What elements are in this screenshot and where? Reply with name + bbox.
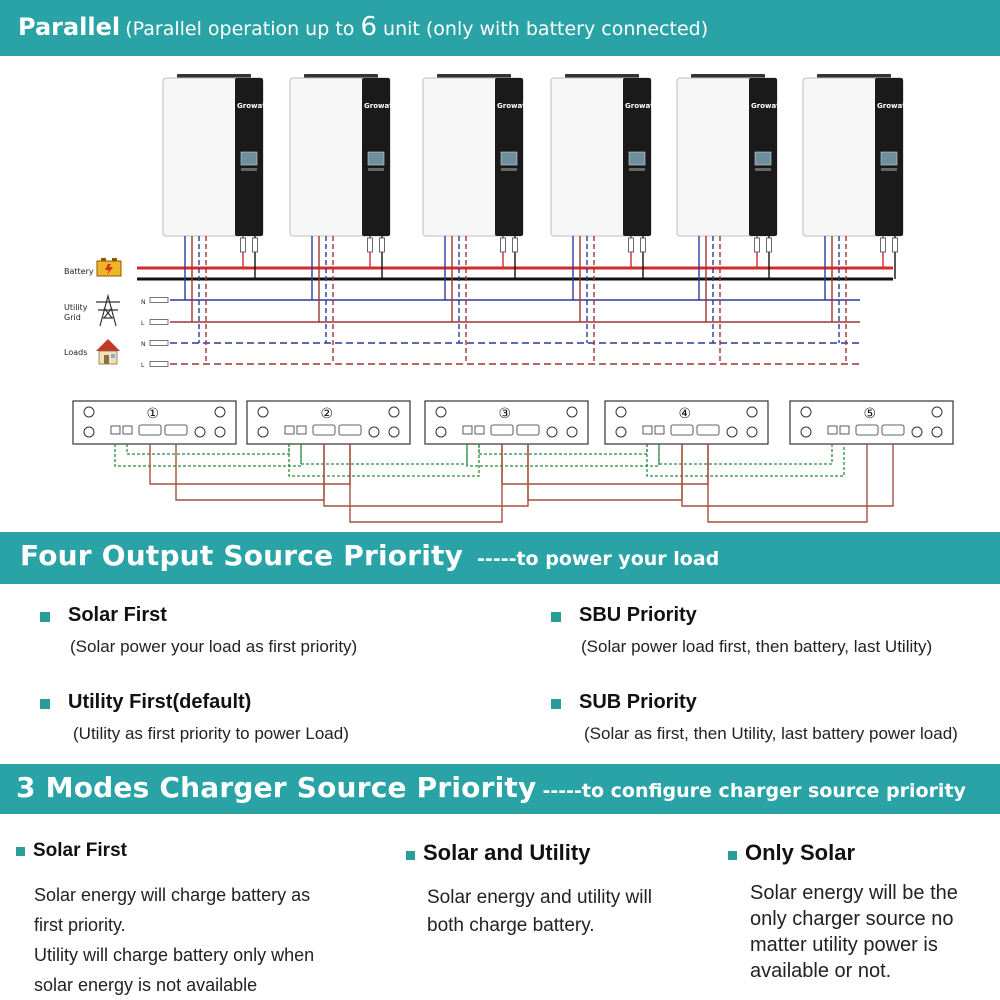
sync-port — [123, 426, 132, 434]
board-screw-hole — [567, 427, 577, 437]
sync-cable — [467, 444, 659, 466]
bullet-square-icon — [551, 699, 561, 709]
board-number: ③ — [498, 406, 512, 422]
parallel-board — [247, 401, 410, 444]
sync-port — [840, 426, 849, 434]
sync-cable — [659, 444, 832, 464]
board-screw-hole — [215, 427, 225, 437]
battery-fuse — [641, 238, 646, 252]
bullet-square-icon — [551, 612, 561, 622]
output-item-title: Utility First(default) — [68, 691, 252, 713]
terminal-block — [150, 341, 168, 346]
charger-desc-line: Solar energy and utility will — [427, 887, 652, 908]
inverter-brand-label: Growatt — [237, 102, 269, 110]
terminal-block — [150, 298, 168, 303]
sync-cable — [127, 444, 289, 454]
charger-item-solar-and-utility — [406, 840, 726, 940]
inverter-unit — [803, 74, 910, 236]
utility-tower-icon — [96, 296, 120, 326]
charger-desc-line: first priority. — [34, 915, 126, 935]
charger-desc-line: both charge battery. — [427, 915, 595, 936]
parallel-boards — [73, 401, 953, 444]
loads-label: Loads — [64, 348, 88, 357]
charger-desc-line: Solar energy will charge battery as — [34, 885, 311, 905]
house-icon — [96, 339, 120, 364]
battery-icon — [97, 258, 121, 276]
charger-desc-line: matter utility power is — [750, 934, 938, 956]
parallel-board — [605, 401, 768, 444]
bullet-square-icon — [40, 699, 50, 709]
db9-port — [856, 425, 878, 435]
board-screw-hole — [727, 427, 737, 437]
db9-port — [165, 425, 187, 435]
inverter-brand-label: Growatt — [751, 102, 783, 110]
charger-priority-title: 3 Modes Charger Source Priority — [16, 771, 537, 804]
board-screw-hole — [616, 427, 626, 437]
inverter-buttons — [241, 168, 257, 171]
board-screw-hole — [932, 427, 942, 437]
sync-port — [297, 426, 306, 434]
battery-fuse — [893, 238, 898, 252]
board-screw-hole — [567, 407, 577, 417]
inverter-lcd-screen — [501, 152, 517, 165]
inverter-units — [163, 74, 910, 236]
inverter-unit — [551, 74, 658, 236]
output-priority-header — [0, 532, 1000, 584]
db9-port — [882, 425, 904, 435]
board-screw-hole — [801, 407, 811, 417]
charger-item-desc — [427, 884, 726, 940]
inverter-lcd-screen — [629, 152, 645, 165]
battery-fuse — [253, 238, 258, 252]
board-screw-hole — [747, 407, 757, 417]
inverter-lcd-screen — [368, 152, 384, 165]
parallel-board — [790, 401, 953, 444]
sync-port — [463, 426, 472, 434]
bullet-square-icon — [728, 851, 737, 860]
communication-cables — [115, 444, 893, 522]
bus-wires — [137, 236, 898, 367]
inverter-lcd-screen — [755, 152, 771, 165]
battery-label: Battery — [64, 267, 94, 276]
inverter-buttons — [629, 168, 645, 171]
inverter-brand-label: Growatt — [364, 102, 396, 110]
board-screw-hole — [747, 427, 757, 437]
charger-item-desc — [750, 880, 998, 984]
battery-fuse — [241, 238, 246, 252]
board-screw-hole — [932, 407, 942, 417]
board-number: ④ — [678, 406, 692, 422]
battery-fuse — [368, 238, 373, 252]
output-item-sbu-priority — [551, 604, 932, 657]
terminal-block — [150, 320, 168, 325]
output-item-title: SUB Priority — [579, 691, 697, 713]
bullet-square-icon — [16, 847, 25, 856]
grid-l-terminal: L — [141, 320, 145, 327]
battery-fuse — [755, 238, 760, 252]
board-number: ② — [320, 406, 334, 422]
board-screw-hole — [84, 427, 94, 437]
inverter-unit — [163, 74, 270, 236]
grid-n-terminal: N — [141, 299, 146, 306]
bullet-square-icon — [40, 612, 50, 622]
sync-port — [655, 426, 664, 434]
board-screw-hole — [436, 427, 446, 437]
grid-label-1: Utility — [64, 303, 88, 312]
board-screw-hole — [258, 427, 268, 437]
parallel-wiring-diagram — [0, 56, 1000, 532]
charger-desc-line: Utility will charge battery only when — [34, 945, 315, 965]
db9-port — [139, 425, 161, 435]
sync-cable — [479, 444, 647, 454]
output-item-sub-priority — [551, 691, 958, 744]
battery-fuse — [767, 238, 772, 252]
output-item-desc: (Utility as first priority to power Load) — [73, 724, 349, 743]
output-priority-title: Four Output Source Priority — [20, 539, 464, 572]
output-item-title: SBU Priority — [579, 604, 697, 626]
inverter-brand-label: Growatt — [877, 102, 909, 110]
board-screw-hole — [215, 407, 225, 417]
charger-item-title: Only Solar — [745, 840, 856, 865]
board-screw-hole — [547, 427, 557, 437]
db9-port — [517, 425, 539, 435]
parallel-cable — [708, 444, 867, 522]
output-item-desc: (Solar as first, then Utility, last battery power load) — [584, 724, 958, 743]
inverter-unit — [423, 74, 530, 236]
inverter-buttons — [755, 168, 771, 171]
battery-fuse — [881, 238, 886, 252]
parallel-subtitle-num: 6 — [360, 12, 377, 42]
parallel-subtitle-b: unit (only with battery connected) — [376, 18, 709, 40]
db9-port — [697, 425, 719, 435]
parallel-cable — [150, 444, 350, 484]
parallel-cable — [324, 444, 528, 506]
output-priority-subtitle: -----to power your load — [477, 548, 720, 570]
board-screw-hole — [84, 407, 94, 417]
output-item-utility-first — [40, 691, 349, 744]
loads-l-terminal: L — [141, 362, 145, 369]
inverter-buttons — [881, 168, 897, 171]
charger-priority-header — [0, 764, 1000, 814]
battery-fuse — [380, 238, 385, 252]
output-item-solar-first — [40, 604, 357, 657]
sync-cable — [115, 444, 301, 466]
grid-label-2: Grid — [64, 313, 81, 322]
sync-cable — [647, 444, 844, 476]
parallel-title: Parallel — [18, 13, 121, 41]
charger-item-solar-first — [16, 840, 376, 1000]
inverter-brand-label: Growatt — [625, 102, 657, 110]
output-item-title: Solar First — [68, 604, 167, 626]
board-screw-hole — [616, 407, 626, 417]
parallel-cable — [682, 444, 893, 506]
board-screw-hole — [801, 427, 811, 437]
parallel-board — [425, 401, 588, 444]
board-screw-hole — [369, 427, 379, 437]
parallel-subtitle-a: (Parallel operation up to — [125, 18, 361, 40]
db9-port — [671, 425, 693, 435]
charger-desc-line: only charger source no — [750, 908, 954, 930]
board-screw-hole — [436, 407, 446, 417]
parallel-cable — [502, 444, 708, 484]
charger-item-desc — [34, 880, 376, 1000]
inverter-buttons — [501, 168, 517, 171]
charger-desc-line: available or not. — [750, 960, 892, 982]
charger-item-title: Solar First — [33, 840, 127, 861]
battery-fuse — [513, 238, 518, 252]
sync-port — [475, 426, 484, 434]
board-number: ⑤ — [863, 406, 877, 422]
db9-port — [491, 425, 513, 435]
charger-desc-line: Solar energy will be the — [750, 882, 958, 904]
battery-fuse — [501, 238, 506, 252]
board-screw-hole — [389, 407, 399, 417]
sync-cable — [289, 444, 479, 476]
inverter-lcd-screen — [241, 152, 257, 165]
sync-port — [828, 426, 837, 434]
output-item-desc: (Solar power your load as first priority) — [70, 637, 358, 656]
battery-fuse — [629, 238, 634, 252]
charger-desc-line: solar energy is not available — [34, 975, 258, 995]
charger-item-only-solar — [728, 840, 998, 984]
sync-port — [285, 426, 294, 434]
inverter-unit — [290, 74, 397, 236]
board-screw-hole — [258, 407, 268, 417]
bullet-square-icon — [406, 851, 415, 860]
parallel-header — [0, 0, 1000, 56]
output-item-desc: (Solar power load first, then battery, last Utility) — [581, 637, 933, 656]
board-number: ① — [146, 406, 160, 422]
inverter-lcd-screen — [881, 152, 897, 165]
loads-n-terminal: N — [141, 341, 146, 348]
parallel-board — [73, 401, 236, 444]
board-screw-hole — [389, 427, 399, 437]
parallel-cable — [176, 444, 324, 500]
charger-priority-subtitle: -----to configure charger source priority — [542, 780, 966, 802]
inverter-unit — [677, 74, 784, 236]
charger-item-title: Solar and Utility — [423, 840, 591, 865]
board-screw-hole — [195, 427, 205, 437]
sync-cable — [301, 444, 467, 464]
sync-port — [111, 426, 120, 434]
db9-port — [313, 425, 335, 435]
db9-port — [339, 425, 361, 435]
sync-port — [643, 426, 652, 434]
board-screw-hole — [912, 427, 922, 437]
terminal-block — [150, 362, 168, 367]
inverter-brand-label: Growatt — [497, 102, 529, 110]
inverter-buttons — [368, 168, 384, 171]
